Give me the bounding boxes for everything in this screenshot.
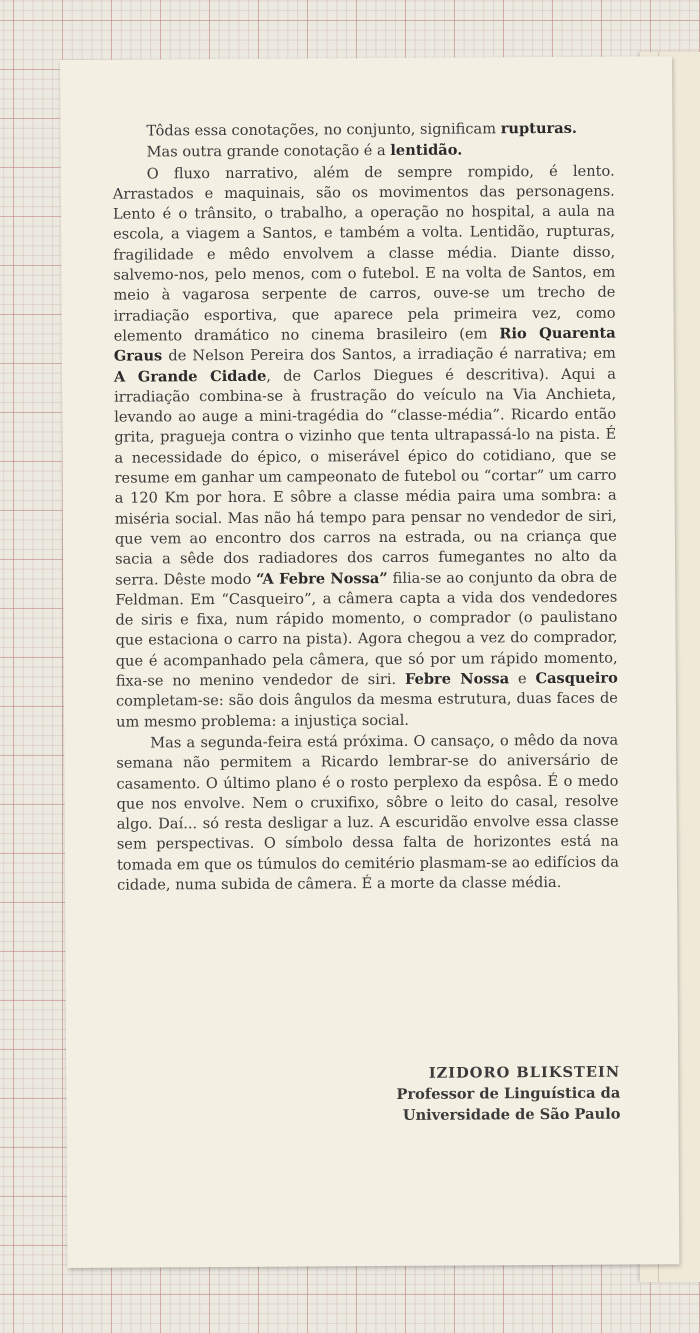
paragraph: Mas a segunda-feira está próxima. O cansaço, o mêdo da nova semana não permitem a Ricardo lembrar-se do aniversário de casamento. O último plano é o rosto perplexo da espôsa. É o medo que nos envolve. Nem o cruxifixo, sôbre o leito do casal, resolve algo. Daí... só resta desligar a luz. A escuridão envolve essa classe sem perspectivas. O símbolo dessa falta de horizontes está na tomada em que os túmulos do cemitério plasmam-se ao edifícios da cidade, numa subida de câmera. É a morte da classe média. bbox=[116, 731, 619, 894]
document-page bbox=[60, 56, 679, 1268]
author-affiliation: Universidade de São Paulo bbox=[402, 1105, 621, 1124]
emphasis-text: rupturas. bbox=[500, 119, 578, 138]
emphasis-text: Rio Quarenta Graus bbox=[113, 324, 616, 365]
paragraph: Tôdas essa conotações, no conjunto, significam rupturas. bbox=[146, 119, 578, 140]
emphasis-text: Casqueiro bbox=[535, 669, 618, 688]
paragraph: Mas outra grande conotação é a lentidão. bbox=[146, 141, 463, 161]
emphasis-text: “A Febre Nossa” bbox=[256, 569, 388, 588]
author-title: Professor de Linguística da bbox=[396, 1084, 621, 1103]
emphasis-text: Febre Nossa bbox=[404, 670, 510, 688]
emphasis-text: A Grande Cidade bbox=[113, 367, 267, 386]
emphasis-text: lentidão. bbox=[390, 141, 463, 160]
signature-block bbox=[396, 1062, 620, 1126]
paragraph: O fluxo narrativo, além de sempre rompido, é lento. Arrastados e maquinais, são os movimentos das personagens. Lento é o trânsito, o trabalho, a operação no hospital, a aula na escola, a viagem a Santos, e também a volta. Lentidão, rupturas, fragilidade e mêdo envolvem a classe média. Diante disso, salvemo-nos, pelo menos, com o futebol. E na volta de Santos, em meio à vagarosa serpente de carros, ouve-se um trecho de irradiação esportiva, que aparece pela primeira vez, como elemento dramático no cinema brasileiro (em Rio Quarenta Graus de Nelson Pereira dos Santos, a irradiação é narrativa; em A Grande Cidade, de Carlos Diegues é descritiva). Aqui a irradiação combina-se à frustração do veículo na Via Anchieta, levando ao auge a mini-tragédia do “classe-média”. Ricardo então grita, pragueja contra o vizinho que tenta ultrapassá-lo na pista. É a necessidade do épico, o miserável épico do cotidiano, que se resume em ganhar um campeonato de futebol ou “cortar” um carro a 120 Km por hora. E sôbre a classe média paira uma sombra: a miséria social. Mas não há tempo para pensar no vendedor de siri, que vem ao encontro dos carros na estrada, ou na criança que sacia a sêde dos radiadores dos carros fumegantes no alto da serra. Dêste modo “A Febre Nossa” filia-se ao conjunto da obra de Feldman. Em “Casqueiro”, a câmera capta a vida dos vendedores de siris e fixa, num rápido momento, o comprador (o paulistano que estaciona o carro na pista). Agora chegou a vez do comprador, que é acompanhado pela câmera, que só por um rápido momento, fixa-se no menino vendedor de siri. Febre Nossa e Casqueiro completam-se: são dois ângulos da mesma estrutura, duas faces de um mesmo problema: a injustiça social. bbox=[112, 162, 618, 731]
article-body bbox=[112, 119, 619, 896]
author-name: IZIDORO BLIKSTEIN bbox=[428, 1063, 621, 1082]
